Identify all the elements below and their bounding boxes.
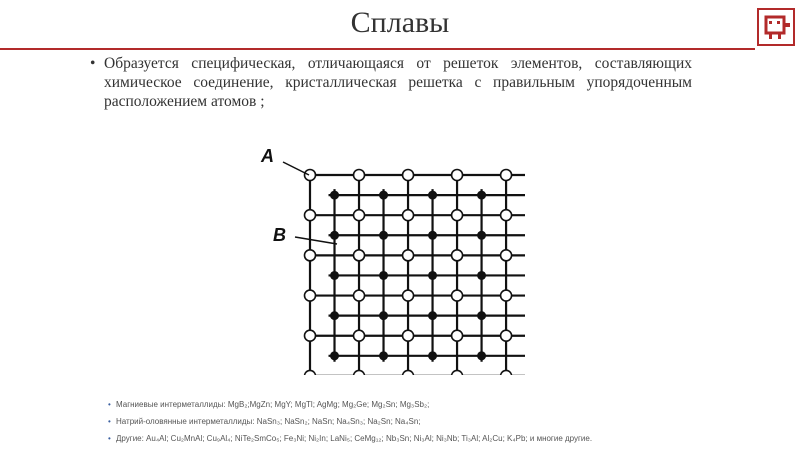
note-magnesium: • Магниевые интерметаллиды: MgB₂;MgZn; MgY; MgTl; AgMg; Mg₂Ge; Mg₂Sn; Mg₃Sb₂; <box>108 396 788 413</box>
atom-b <box>379 191 388 200</box>
atom-b <box>428 271 437 280</box>
atom-a <box>305 330 316 341</box>
crystal-lattice-diagram <box>255 140 525 375</box>
atom-b <box>379 231 388 240</box>
atom-b <box>477 351 486 360</box>
label-a: A <box>261 146 274 166</box>
atom-a <box>452 210 463 221</box>
atom-a <box>501 170 512 181</box>
atom-b <box>330 191 339 200</box>
atom-b <box>428 231 437 240</box>
atom-a <box>403 330 414 341</box>
atom-b <box>428 191 437 200</box>
atom-a <box>305 250 316 261</box>
atom-b <box>330 271 339 280</box>
intermetallic-notes <box>108 396 788 447</box>
atom-a <box>305 170 316 181</box>
atom-a <box>403 170 414 181</box>
main-bullet-text: Образуется специфическая, отличающаяся от решеток элементов, составляющих химическое соединение, кристаллическая решетка с правильным упорядоченным расположением атомов ; <box>104 55 692 110</box>
atom-a <box>354 250 365 261</box>
atom-a <box>452 250 463 261</box>
atom-a <box>403 210 414 221</box>
atom-b <box>379 351 388 360</box>
atom-b <box>428 351 437 360</box>
atom-a <box>452 170 463 181</box>
atom-a <box>452 330 463 341</box>
atom-a <box>452 290 463 301</box>
note-other: • Другие: Au₄Al; Cu₂MnAl; Cu₉Al₄; NiTe₂SmCo₅; Fe₃Ni; Ni₂In; LaNi₅; CeMg₁₂; Nb₃Sn; Ni₃Al; Ni₃Nb; Ti₃Al; Al₂Cu; K₄Pb; и многие другие. <box>108 430 788 447</box>
atom-b <box>477 271 486 280</box>
atom-a <box>501 290 512 301</box>
atom-b <box>330 311 339 320</box>
atom-b <box>477 191 486 200</box>
atom-b <box>379 271 388 280</box>
label-b-leader <box>295 237 337 244</box>
atom-a <box>501 210 512 221</box>
atom-b <box>428 311 437 320</box>
note-sodium-tin: • Натрий-оловянные интерметаллиды: NaSn₃; NaSn₂; NaSn; Na₄Sn₃; Na₂Sn; Na₄Sn; <box>108 413 788 430</box>
atom-a <box>403 370 414 375</box>
atom-b <box>330 231 339 240</box>
atom-a <box>354 370 365 375</box>
atom-a <box>403 250 414 261</box>
atom-b <box>379 311 388 320</box>
slide-title: Сплавы <box>350 6 450 39</box>
atom-a <box>354 290 365 301</box>
atom-a <box>305 210 316 221</box>
atom-a <box>305 290 316 301</box>
atom-a <box>354 210 365 221</box>
atom-b <box>330 351 339 360</box>
atom-a <box>354 330 365 341</box>
atom-a <box>354 170 365 181</box>
bullet-marker: • <box>90 55 96 72</box>
atom-b <box>477 231 486 240</box>
atom-b <box>477 311 486 320</box>
title-divider <box>0 48 755 50</box>
atom-a <box>501 330 512 341</box>
atom-a <box>501 250 512 261</box>
logo-icon <box>757 8 795 46</box>
atom-a <box>501 370 512 375</box>
label-a-leader <box>283 162 309 175</box>
atom-a <box>305 370 316 375</box>
atom-a <box>403 290 414 301</box>
label-b: B <box>273 225 286 245</box>
main-bullet <box>90 54 692 111</box>
atom-a <box>452 370 463 375</box>
